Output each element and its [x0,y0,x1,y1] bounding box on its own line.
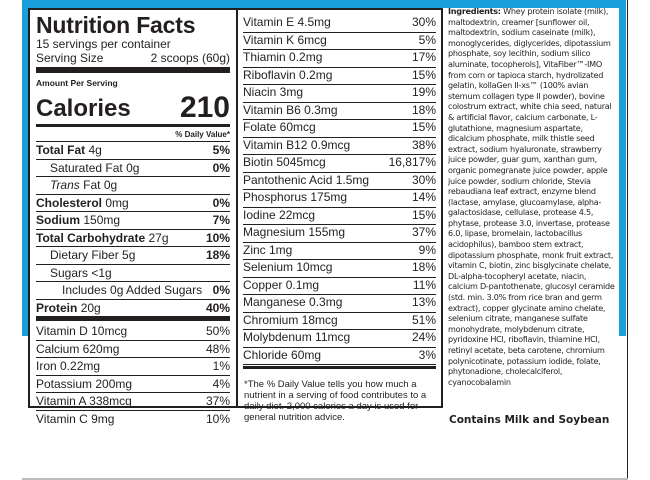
macro-nutrients [30,141,236,316]
nutrient-row [36,229,230,247]
vitamin-dv: 9% [418,242,436,257]
vitamin-row [36,375,230,393]
vitamin-dv: 37% [205,394,230,408]
nutrient-name: Sugars [50,265,89,280]
nutrient-amount: Fat 0g [83,178,118,192]
vitamin-row [243,85,436,103]
vitamin-row [243,260,436,278]
nutrient-name: Protein [36,300,78,315]
vitamin-label: Thiamin 0.2mg [243,50,323,64]
vitamin-row [243,190,436,208]
vitamin-dv: 4% [212,376,230,391]
dv-header-text: % Daily Value* [175,130,230,139]
medium-divider [36,124,230,127]
calories-label: Calories [36,95,131,122]
vitamin-label: Vitamin D 10mcg [36,324,128,338]
nutrient-row [36,281,230,299]
nutrient-amount: 20g [80,300,101,315]
thick-divider [36,316,230,321]
vitamin-label: Vitamin C 9mg [36,411,115,426]
vitamin-row [243,278,436,296]
vitamin-label: Copper 0.1mg [243,277,320,292]
nutrient-name: Cholesterol [36,195,103,210]
vitamin-row [243,103,436,121]
nutrient-dv: 0% [212,283,230,297]
nutrient-amount: 4g [88,143,102,157]
vitamin-label: Manganese 0.3mg [243,295,343,309]
vitamin-dv: 3% [418,347,436,362]
vitamin-label: Phosphorus 175mg [243,190,348,204]
vitamin-row [36,392,230,410]
nutrient-name: Saturated Fat [50,160,123,175]
nutrient-dv: 18% [205,248,230,262]
vitamin-dv: 38% [411,137,436,152]
nutrient-row [36,141,230,159]
nutrient-name: Dietary Fiber [50,248,119,262]
vitamin-label: Pantothenic Acid 1.5mg [243,172,370,187]
nutrient-row [36,159,230,177]
vitamin-row [243,313,436,331]
servings-text: 15 servings per container [36,37,171,51]
thick-divider [243,366,436,369]
vitamin-label: Vitamin K 6mcg [243,32,327,47]
vitamin-row [243,155,436,173]
nutrient-label [36,230,169,247]
allergen-statement: Contains Milk and Soybean [449,414,610,426]
vitamin-dv: 18% [411,260,436,274]
nutrient-label [36,195,129,212]
vitamin-dv: 48% [205,341,230,356]
vitamin-row [243,348,436,366]
vitamin-row [243,15,436,33]
vitamin-label: Chromium 18mcg [243,312,338,327]
vitamin-row [36,410,230,428]
amount-per-serving-text: Amount Per Serving [36,78,118,88]
serving-size-label: Serving Size [36,51,104,65]
nutrient-amount: 0g [126,160,140,175]
thick-divider [36,67,230,73]
serving-size-value: 2 scoops (60g) [150,51,230,65]
nutrient-label [36,160,139,177]
label-left-column [30,10,238,426]
label-title: Nutrition Facts [36,12,196,38]
vitamin-dv: 11% [412,277,436,292]
vitamin-label: Vitamin B12 0.9mcg [243,137,351,152]
nutrient-name: Total Carbohydrate [36,230,146,245]
vitamin-row [243,208,436,226]
vitamin-dv: 24% [411,330,436,344]
vitamin-dv: 30% [411,172,436,187]
vitamin-row [36,340,230,358]
vitamin-label: Vitamin A 338mcg [36,394,132,408]
vitamin-dv: 15% [411,207,436,222]
vitamin-row [243,225,436,243]
nutrient-label [36,177,117,194]
vitamin-row [243,173,436,191]
vitamin-dv: 50% [205,324,230,338]
vitamin-row [36,323,230,340]
nutrition-facts-label [28,8,443,426]
calories-value: 210 [179,91,230,124]
vitamin-label: Molybdenum 11mcg [243,330,351,344]
nutrient-row [36,194,230,212]
vitamin-dv: 1% [212,359,230,373]
vitamin-dv: 13% [411,295,436,309]
vitamin-label: Iron 0.22mg [36,359,101,373]
vitamin-label: Calcium 620mg [36,341,120,356]
vitamin-label: Riboflavin 0.2mg [243,67,333,82]
ingredients-label: Ingredients: [448,6,501,16]
vitamin-dv: 16,817% [388,155,436,169]
vitamin-row [243,120,436,138]
vitamin-dv: 17% [411,50,436,64]
vitamin-label: Niacin 3mg [243,85,304,99]
servings-per-container [36,38,230,51]
vitamin-row [243,68,436,86]
vitamin-dv: 19% [411,85,436,99]
vitamin-label: Chloride 60mg [243,347,322,362]
nutrient-label [36,265,112,282]
nutrient-name: Trans [50,178,80,192]
panel-edge [627,0,628,478]
nutrient-dv: 7% [212,213,230,227]
vitamin-dv: 51% [411,312,436,327]
vitamin-row [243,330,436,348]
nutrient-amount: 150mg [83,213,121,227]
nutrient-row [36,264,230,282]
nutrient-amount: 27g [148,230,169,245]
nutrient-label [36,282,202,299]
nutrient-label [36,142,102,159]
nutrient-dv: 40% [205,300,230,315]
ingredients-text: Whey protein isolate (milk), maltodextrin, creamer [sunflower oil, maltodextrin, sodium caseinate (milk), monoglycerides, diglycerides, dipotassium phosphate, soy lecithin, sodium silico aluminate, tocopherols], VitaFiber™-IMO from corn or tapioca starch, hydrolizated gelatin, kollaGen II-xs™ (100% avian sternum collagen type II powder), bovine colostrum extract, white chia seed, natural & artificial flavor, calcium carbonate, L-glutathione, magnesium aspartate, dicalcium phosphate, milk thistle seed extract, sodium hyaluronate, strawberry juice powder, guar gum, xanthan gum, organic pomegranate juice powder, apple juice powder, sodium chloride, Stevia rebaudiana leaf extract, enzyme blend (lactase, amylase, glucoamylase, alpha-galactosidase, cellulase, protease 4.5, phytase, protease 3.0, invertase, protease 6.0, lipase, bromelain, lactobacillus acidophilus), bamboo stem extract, dipotassium phosphate, monk fruit extract, vitamin C, biotin, zinc bisglycinate chelate, DL-alpha-tocopheryl acetate, niacin, calcium D-pantothenate, glucosyl ceramide (std. min. 3.0% from rice bran and germ extract), copper glycinate amino chelate, selenium citrate, manganese sulfate monohydrate, molybdenum citrate, pyridoxine HCl, riboflavin, thiamine HCl, retinyl acetate, beta carotene, chromium polynicotinate, potassium iodide, folate, phytonadione, cholecalciferol, cyanocobalamin [448,6,615,387]
nutrient-dv: 0% [212,195,230,210]
nutrient-label [36,212,120,229]
vitamin-dv: 10% [205,411,230,426]
vitamin-row [243,295,436,313]
vitamin-dv: 37% [411,225,436,239]
vitamin-label: Potassium 200mg [36,376,133,391]
vitamin-dv: 15% [411,67,436,82]
label-right-column [238,10,441,423]
calories-row [36,90,230,123]
vitamin-label: Zinc 1mg [243,242,293,257]
nutrient-row [36,211,230,229]
blue-right-band [619,0,626,336]
vitamin-label: Magnesium 155mg [243,225,346,239]
nutrient-name: Total Fat [36,143,86,157]
nutrient-amount: 5g [122,248,136,262]
nutrient-dv: 5% [212,143,230,157]
vitamin-label: Selenium 10mcg [243,260,333,274]
vitamin-row [243,50,436,68]
vitamins-left [30,323,236,427]
serving-size [36,52,230,65]
vitamin-label: Biotin 5045mcg [243,155,326,169]
vitamins-right [238,15,441,365]
vitamin-label: Vitamin B6 0.3mg [243,102,338,117]
ingredients [448,6,618,387]
nutrient-dv: 0% [212,160,230,175]
vitamin-row [243,138,436,156]
vitamin-dv: 14% [411,190,436,204]
nutrient-row [36,299,230,317]
vitamin-dv: 30% [411,15,436,29]
vitamin-row [243,33,436,51]
vitamin-dv: 15% [411,120,436,134]
nutrient-label [36,300,101,317]
nutrient-dv: 10% [205,230,230,245]
nutrient-amount: 0mg [105,195,129,210]
nutrient-row [36,246,230,264]
amount-per-serving [36,77,230,90]
nutrient-amount: <1g [91,265,112,280]
vitamin-row [243,243,436,261]
daily-value-footnote: *The % Daily Value tells you how much a nutrient in a serving of food contributes to a daily diet. 2,000 calories a day is used for general nutrition advice. [244,379,427,423]
vitamin-label: Folate 60mcg [243,120,316,134]
nutrient-name: Sodium [36,213,80,227]
vitamin-dv: 18% [411,102,436,117]
vitamin-dv: 5% [418,32,436,47]
daily-value-header [36,129,230,141]
nutrient-row [36,176,230,194]
nutrient-label [36,247,135,264]
vitamin-label: Vitamin E 4.5mg [243,15,331,29]
vitamin-row [36,357,230,375]
nutrient-name: Includes 0g Added Sugars [62,283,203,297]
vitamin-label: Iodine 22mcg [243,207,316,222]
